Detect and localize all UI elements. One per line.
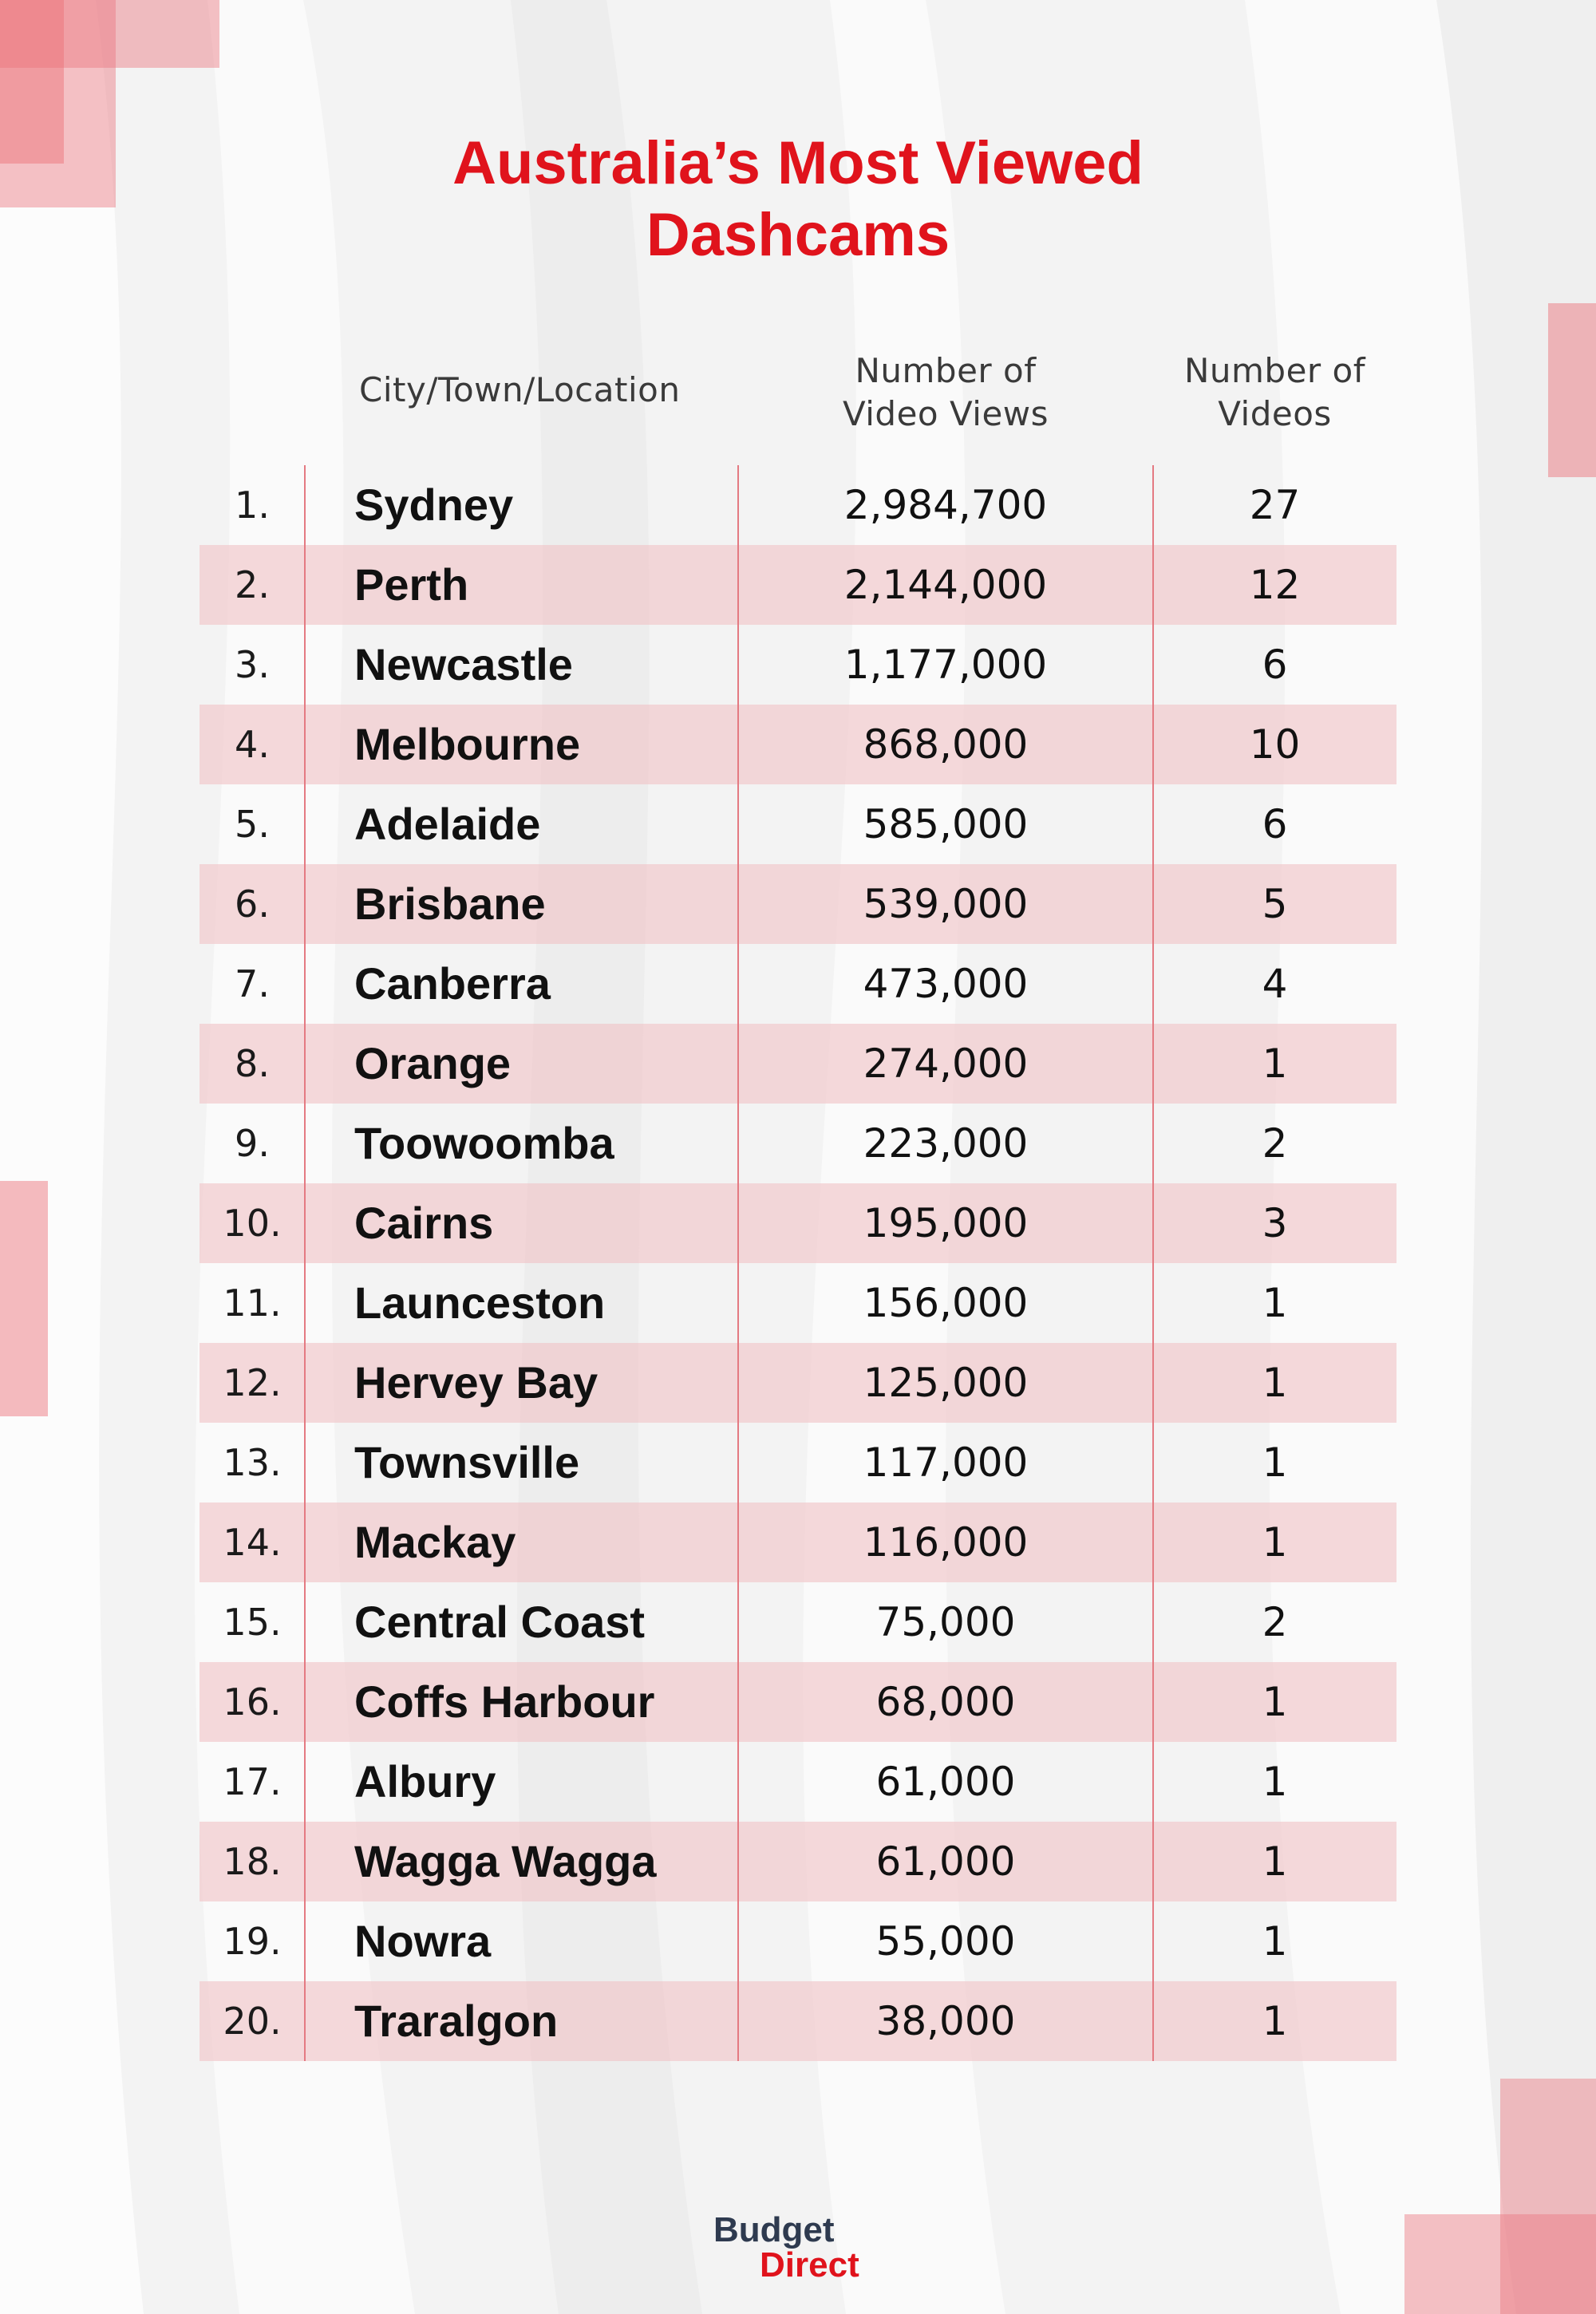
table-row (200, 705, 1396, 784)
views-cell: 274,000 (863, 1041, 1029, 1087)
decorative-square (1404, 2214, 1596, 2314)
views-cell: 1,177,000 (843, 642, 1048, 688)
rank-cell: 11. (223, 1281, 282, 1325)
videos-cell: 6 (1262, 801, 1288, 847)
city-cell: Sydney (354, 480, 514, 530)
views-cell: 125,000 (863, 1360, 1029, 1406)
views-cell: 38,000 (875, 1998, 1016, 2044)
rank-cell: 2. (235, 563, 270, 606)
city-cell: Launceston (354, 1277, 606, 1328)
dashcam-table (200, 465, 1396, 2061)
videos-cell: 1 (1262, 1041, 1288, 1087)
decorative-square (0, 1181, 48, 1416)
city-cell: Perth (354, 559, 469, 610)
videos-cell: 1 (1262, 1918, 1288, 1965)
table-row (200, 864, 1396, 944)
column-divider (737, 465, 739, 2061)
table-row (200, 1503, 1396, 1582)
city-cell: Canberra (354, 958, 551, 1009)
videos-cell: 1 (1262, 1998, 1288, 2044)
rank-cell: 8. (235, 1042, 270, 1085)
city-cell: Wagga Wagga (354, 1836, 657, 1886)
city-cell: Traralgon (354, 1996, 559, 2046)
budget-direct-logo (710, 2210, 886, 2290)
table-row (200, 1822, 1396, 1901)
city-cell: Cairns (354, 1198, 494, 1248)
city-cell: Coffs Harbour (354, 1676, 655, 1727)
views-cell: 539,000 (863, 881, 1029, 927)
rank-cell: 6. (235, 883, 270, 926)
header-video-views (798, 349, 1093, 436)
table-row (200, 784, 1396, 864)
table-row (200, 1104, 1396, 1183)
views-cell: 75,000 (875, 1599, 1016, 1645)
rank-cell: 10. (223, 1202, 282, 1245)
videos-cell: 1 (1262, 1759, 1288, 1805)
videos-cell: 1 (1262, 1360, 1288, 1406)
table-row (200, 1183, 1396, 1263)
header-line: Videos (1218, 394, 1332, 433)
city-cell: Brisbane (354, 879, 546, 929)
videos-cell: 2 (1262, 1599, 1288, 1645)
header-line: Number of (1183, 351, 1366, 390)
city-cell: Toowoomba (354, 1118, 614, 1168)
city-cell: Hervey Bay (354, 1357, 598, 1408)
views-cell: 868,000 (863, 721, 1029, 768)
videos-cell: 3 (1262, 1200, 1288, 1246)
city-cell: Nowra (354, 1916, 492, 1966)
views-cell: 61,000 (875, 1838, 1016, 1885)
table-row (200, 944, 1396, 1024)
videos-cell: 10 (1249, 721, 1301, 768)
city-cell: Mackay (354, 1517, 516, 1567)
videos-cell: 27 (1249, 482, 1301, 528)
header-location: City/Town/Location (359, 370, 681, 409)
logo-budget-text (713, 2210, 835, 2250)
views-cell: 68,000 (875, 1679, 1016, 1725)
city-cell: Orange (354, 1038, 512, 1088)
rank-cell: 7. (235, 962, 270, 1005)
title-line: Australia’s Most Viewed (452, 129, 1144, 197)
rank-cell: 15. (223, 1601, 282, 1644)
city-cell: Adelaide (354, 799, 541, 849)
table-row (200, 1423, 1396, 1503)
rank-cell: 3. (235, 643, 270, 686)
rank-cell: 12. (223, 1361, 282, 1404)
decorative-square (1548, 303, 1596, 477)
videos-cell: 2 (1262, 1120, 1288, 1167)
city-cell: Central Coast (354, 1597, 646, 1647)
table-row (200, 1263, 1396, 1343)
videos-cell: 5 (1262, 881, 1288, 927)
rank-cell: 4. (235, 723, 270, 766)
rank-cell: 13. (223, 1441, 282, 1484)
videos-cell: 1 (1262, 1439, 1288, 1486)
table-row (200, 465, 1396, 545)
videos-cell: 12 (1249, 562, 1301, 608)
videos-cell: 1 (1262, 1679, 1288, 1725)
table-row (200, 625, 1396, 705)
rank-cell: 17. (223, 1760, 282, 1803)
views-cell: 61,000 (875, 1759, 1016, 1805)
header-videos (1153, 349, 1396, 436)
rank-cell: 5. (235, 803, 270, 846)
views-cell: 2,144,000 (843, 562, 1048, 608)
videos-cell: 6 (1262, 642, 1288, 688)
table-row (200, 1981, 1396, 2061)
table-row (200, 1662, 1396, 1742)
table-row (200, 1582, 1396, 1662)
column-divider (304, 465, 306, 2061)
videos-cell: 4 (1262, 961, 1288, 1007)
logo-direct-text: Direct (760, 2245, 859, 2284)
table-row (200, 545, 1396, 625)
title-line: Dashcams (646, 201, 950, 269)
views-cell: 2,984,700 (843, 482, 1048, 528)
city-cell: Melbourne (354, 719, 581, 769)
views-cell: 195,000 (863, 1200, 1029, 1246)
views-cell: 55,000 (875, 1918, 1016, 1965)
table-row (200, 1024, 1396, 1104)
videos-cell: 1 (1262, 1280, 1288, 1326)
views-cell: 585,000 (863, 801, 1029, 847)
rank-cell: 1. (235, 484, 270, 527)
rank-cell: 18. (223, 1840, 282, 1883)
header-line: Number of (855, 351, 1037, 390)
views-cell: 116,000 (863, 1519, 1029, 1566)
page-title (0, 128, 1596, 271)
rank-cell: 14. (223, 1521, 282, 1564)
table-row (200, 1901, 1396, 1981)
column-divider (1152, 465, 1154, 2061)
videos-cell: 1 (1262, 1838, 1288, 1885)
videos-cell: 1 (1262, 1519, 1288, 1566)
views-cell: 223,000 (863, 1120, 1029, 1167)
rank-cell: 20. (223, 2000, 282, 2043)
city-cell: Albury (354, 1756, 496, 1807)
views-cell: 473,000 (863, 961, 1029, 1007)
city-cell: Townsville (354, 1437, 580, 1487)
city-cell: Newcastle (354, 639, 573, 689)
header-line: Video Views (842, 394, 1049, 433)
views-cell: 156,000 (863, 1280, 1029, 1326)
rank-cell: 19. (223, 1920, 282, 1963)
logo-word: Budget (713, 2210, 835, 2249)
table-row (200, 1742, 1396, 1822)
views-cell: 117,000 (863, 1439, 1029, 1486)
table-row (200, 1343, 1396, 1423)
rank-cell: 16. (223, 1680, 282, 1724)
rank-cell: 9. (235, 1122, 270, 1165)
